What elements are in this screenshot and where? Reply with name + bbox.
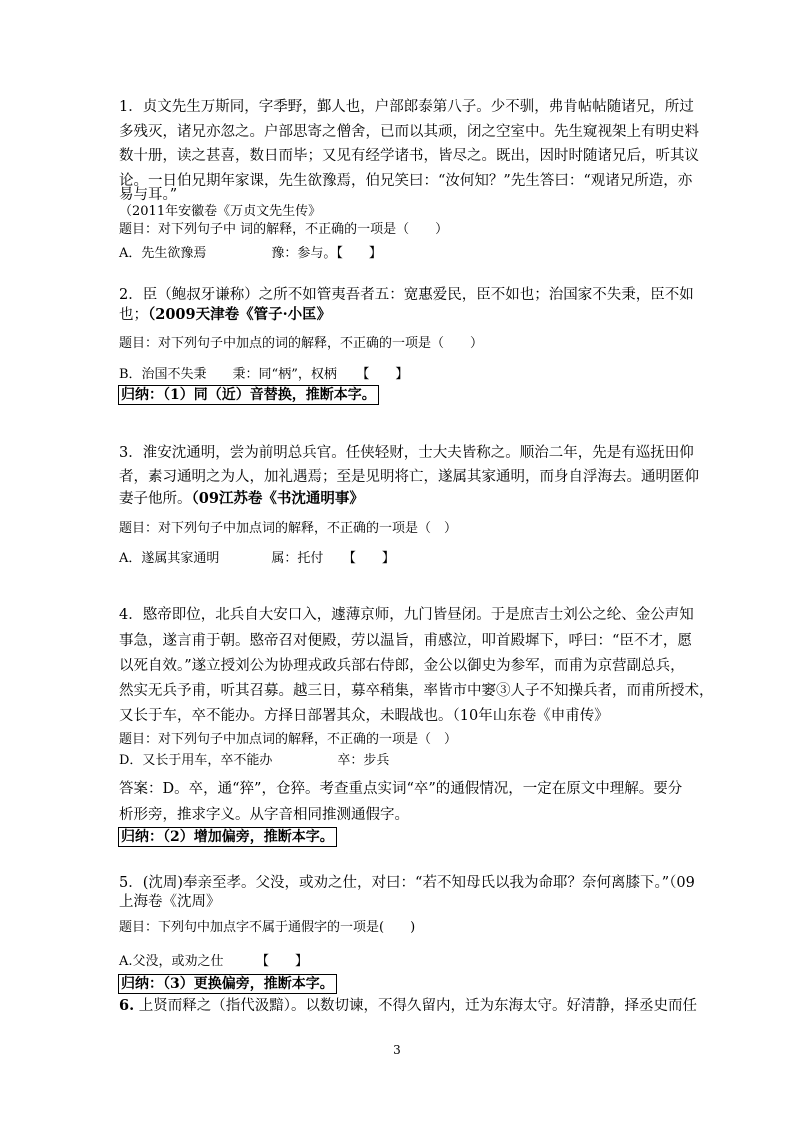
- s4-answer-line-2: 析形旁，推求字义。从字音相同推测通假字。: [119, 807, 409, 823]
- s3-option: A．遂属其家通明 属：托付 【 】: [119, 551, 395, 566]
- s4-line-1: 4．愍帝即位，北兵自大安口入，遽薄京师，九门皆昼闭。于是庶吉士刘公之纶、金公声知: [119, 607, 694, 623]
- s1-line-5: 易与耳。”: [119, 187, 178, 203]
- s5-line-2: 上海卷《沈周》: [119, 894, 221, 910]
- s2-line-2: [119, 304, 331, 326]
- s5-option: A.父没，或劝之仕 【 】: [119, 954, 309, 969]
- s2-question: 题目：对下列句子中加点的词的解释，不正确的一项是（ ）: [119, 336, 484, 351]
- s2-line-1: 2．臣（鲍叔牙谦称）之所不如管夷吾者五：宽惠爱民，臣不如也；治国家不失秉，臣不如: [119, 287, 694, 303]
- s3-source: （09江苏卷《书沈通明事》: [191, 490, 364, 507]
- s4-line-2: 事急，遂言甫于朝。愍帝召对便殿，劳以温旨，甫感泣，叩首殿墀下，呼曰：“臣不才，愿: [119, 633, 692, 649]
- s5-summary-box: 归纳：（3）更换偏旁，推断本字。: [118, 974, 337, 994]
- s2-source: （2009天津卷《管子·小匡》: [148, 306, 332, 323]
- s4-option: D．又长于用车，卒不能办 卒：步兵: [119, 753, 390, 768]
- page-number: 3: [393, 1043, 401, 1057]
- s2-summary-box: 归纳：（1）同（近）音替换，推断本字。: [118, 385, 379, 405]
- s4-line-4: 然实无兵予甫，听其召募。越三日，募卒稍集，率皆市中窭③人子不知操兵者，而甫所授术，: [119, 683, 714, 699]
- s1-question: 题目：对下列句子中 词的解释，不正确的一项是（ ）: [119, 222, 449, 237]
- s1-line-4: 论。一日伯兄期年家课，先生欲豫焉，伯兄笑曰：“汝何知？”先生答曰：“观诸兄所造，亦: [119, 173, 693, 189]
- s3-question: 题目：对下列句子中加点词的解释，不正确的一项是（ ）: [119, 521, 458, 536]
- s3-line-1: 3．淮安沈通明，尝为前明总兵官。任侠轻财，士大夫皆称之。顺治二年，先是有巡抚田仰: [119, 445, 694, 461]
- s4-line-3: 以死自效。”遂立授刘公为协理戎政兵部右侍郎，金公以御史为参军，而甫为京营副总兵，: [119, 658, 685, 674]
- s5-line-1: 5．(沈周)奉亲至孝。父没，或劝之仕，对曰：“若不知母氏以我为命耶？奈何离膝下。”（09: [119, 875, 695, 891]
- s6-number: 6.: [119, 997, 135, 1014]
- s2-line-2-text: 也；: [119, 307, 148, 323]
- s6-line-1-text: 上贤而释之（指代汲黯）。以数切谏，不得久留内，迁为东海太守。好清静，择丞史而任: [138, 998, 697, 1014]
- s4-line-5: 又长于车，卒不能办。方择日部署其众，未暇战也。（10年山东卷《申甫传》: [119, 708, 609, 724]
- s3-line-2: 者，素习通明之为人，加礼遇焉；至是见明将亡，遂属其家通明，而身自浮海去。通明匿仰: [119, 469, 699, 485]
- s6-line-1: [119, 995, 697, 1017]
- s1-line-1: 1．贞文先生万斯同，字季野，鄞人也，户部郎泰第八子。少不驯，弗肯帖帖随诸兄，所过: [119, 99, 694, 115]
- s3-line-3-text: 妻子他所。: [119, 491, 192, 507]
- s3-line-3: [119, 488, 364, 510]
- s1-source: （2011年安徽卷《万贞文先生传》: [119, 204, 322, 219]
- s4-answer-line-1: 答案：D。卒，通“猝”，仓猝。考查重点实词“卒”的通假情况，一定在原文中理解。要分: [119, 781, 683, 797]
- s2-option: B．治国不失秉 秉：同“柄”，权柄 【 】: [119, 367, 409, 382]
- s4-question: 题目：对下列句子中加点词的解释，不正确的一项是（ ）: [119, 732, 458, 747]
- s1-line-3: 数十册，读之甚喜，数日而毕；又见有经学诸书，皆尽之。既出，因时时随诸兄后，听其议: [119, 148, 699, 164]
- s4-summary-box: 归纳：（2）增加偏旁，推断本字。: [118, 827, 337, 847]
- s5-question: 题目：下列句中加点字不属于通假字的一项是( ): [119, 920, 416, 935]
- s1-option: A．先生欲豫焉 豫：参与。【 】: [119, 246, 382, 261]
- s1-line-2: 多残灭，诸兄亦忽之。户部思寄之僧舍，已而以其顽，闭之空室中。先生窥视架上有明史料: [119, 124, 699, 140]
